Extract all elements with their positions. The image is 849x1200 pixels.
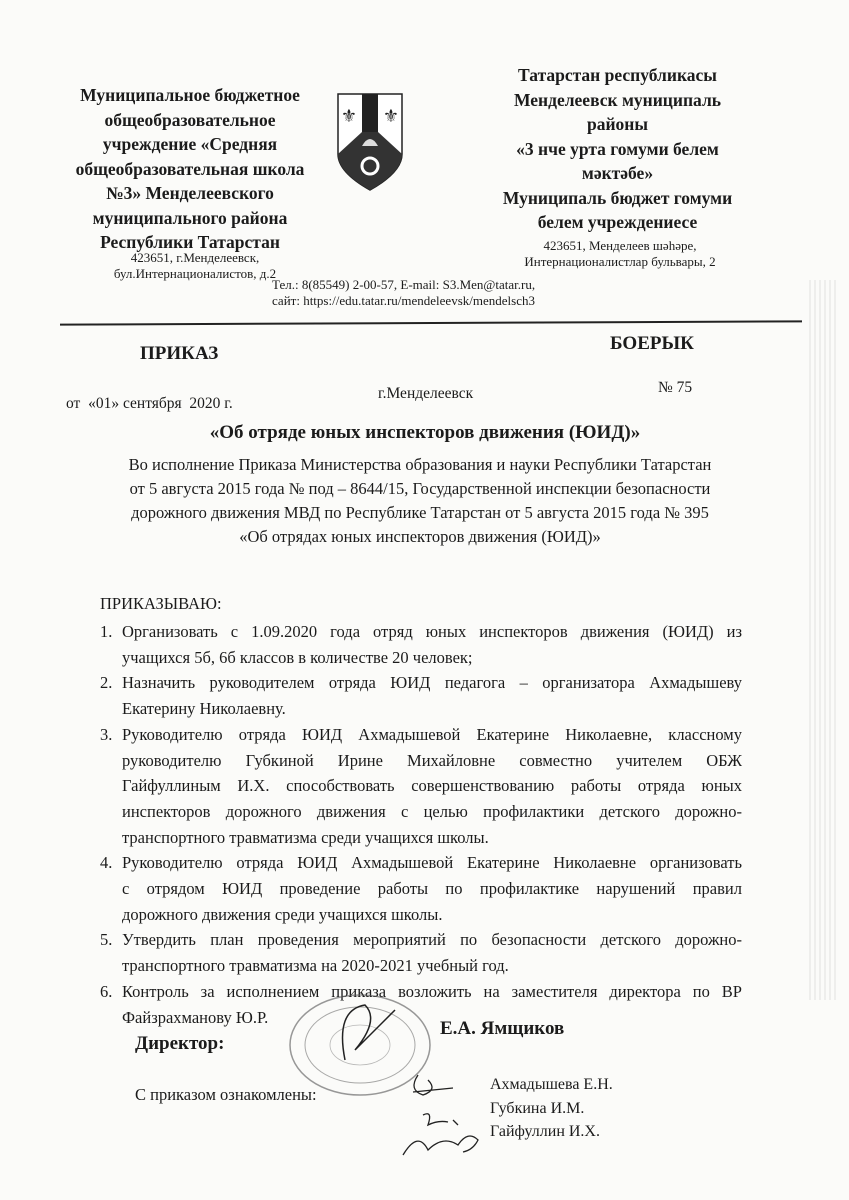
contact-phone-email: Тел.: 8(85549) 2-00-57, E-mail: S3.Men@tatar.ru, [272,277,536,292]
contact-website: сайт: https://edu.tatar.ru/mendeleevsk/mendelsch3 [272,293,535,308]
list-item-line: Гайфуллиным И.Х. способствовать совершенствованию работы отряда юных [122,776,742,796]
svg-text:⚜: ⚜ [382,106,400,126]
preamble [100,453,740,549]
preamble-line: дорожного движения МВД по Республике Татарстан от 5 августа 2015 года № 395 [131,503,709,522]
order-subject: «Об отряде юных инспекторов движения (ЮИД)» [209,422,641,443]
header-divider [60,320,802,325]
org-line: Менделеевск муниципаль [513,89,722,110]
list-item-line: транспортного травматизма на 2020-2021 учебный год. [122,956,509,976]
list-item-line: с отрядом ЮИД проведение работы по профилактике нарушений правил [122,879,742,898]
coat-of-arms-emblem [336,92,404,192]
list-item-line: руководителю Губкиной Ирине Михайловне совместно учителем ОБЖ [122,750,742,770]
list-item-line: учащихся 5б, 6б классов в количестве 20 человек; [122,647,473,667]
list-item-line: транспортного травматизма среди учащихся школы. [122,827,489,847]
address-line: 423651, г.Менделеевск, [130,250,260,265]
command-heading: ПРИКАЗЫВАЮ: [100,594,222,613]
org-line: общеобразовательная школа [75,158,305,179]
order-city: г.Менделеевск [378,385,474,402]
order-title-ru: ПРИКАЗ [140,343,219,364]
list-item-line: Назначить руководителем отряда ЮИД педагога – организатора Ахмадышеву [122,673,742,693]
order-date: от «01» сентября 2020 г. [66,395,233,412]
svg-text:⚜: ⚜ [340,106,358,126]
preamble-line: «Об отрядах юных инспекторов движения (ЮИД)» [239,527,601,546]
list-item-number: 2. [100,673,113,693]
address-line: бул.Интернационалистов, д.2 [113,266,277,281]
list-item-line: Руководителю отряда ЮИД Ахмадышевой Екатерине Николаевне организовать [122,853,742,873]
org-line: мәктәбе» [581,163,654,183]
school-name-tt [490,63,745,235]
address-tt [500,238,740,270]
org-line: учреждение «Средняя [102,134,278,154]
org-line: общеобразовательное [104,109,276,130]
scan-artifact [809,280,839,1000]
director-name: Е.А. Ямщиков [440,1018,565,1039]
acknowledged-person: Гайфуллин И.Х. [490,1123,600,1140]
list-item-number: 6. [100,981,113,1001]
acknowledged-label: С приказом ознакомлены: [135,1085,317,1104]
list-item-line: Утвердить план проведения мероприятий по безопасности детского дорожно- [122,930,742,950]
list-item-number: 3. [100,724,113,744]
org-line: Муниципальное бюджетное [80,85,300,105]
list-item-line: Екатерину Николаевну. [122,699,286,719]
director-label: Директор: [135,1033,225,1054]
org-line: муниципального района [92,207,288,228]
org-line: районы [586,114,649,134]
org-line: Муниципаль бюджет гомуми [502,187,733,208]
list-item-number: 1. [100,622,113,641]
org-line: №3» Менделеевского [106,183,274,203]
org-line: Татарстан республикасы [518,65,717,85]
list-item-line: Файзрахманову Ю.Р. [122,1007,269,1027]
order-title-tt: БОЕРЫК [610,333,694,354]
list-item-line: инспекторов дорожного движения с целью профилактики детского дорожно- [122,801,742,821]
list-item-line: Руководителю отряда ЮИД Ахмадышевой Екатерине Николаевне, классному [122,724,742,744]
org-line: Республики Татарстан [100,232,280,252]
preamble-line: от 5 августа 2015 года № под – 8644/15, Государственной инспекции безопасности [129,479,711,498]
org-line: белем учреждениесе [537,212,698,232]
list-item-line: дорожного движения среди учащихся школы. [122,904,443,924]
order-number: № 75 [658,379,693,396]
org-line: «3 нче урта гомуми белем [516,138,719,159]
handwritten-signatures [398,1070,488,1160]
preamble-line: Во исполнение Приказа Министерства образования и науки Республики Татарстан [128,455,712,474]
list-item-line: Организовать с 1.09.2020 года отряд юных инспекторов движения (ЮИД) из [122,622,742,641]
address-line: Интернационалистлар бульвары, 2 [524,254,716,269]
contacts [272,277,535,309]
school-name-ru [60,83,320,255]
list-item-line: Контроль за исполнением приказа возложить на заместителя директора по ВР [122,981,742,1001]
list-item-number: 4. [100,853,113,873]
acknowledged-list [490,1073,613,1144]
acknowledged-person: Губкина И.М. [490,1099,585,1117]
list-item-number: 5. [100,930,113,950]
address-line: 423651, Менделеев шәһәре, [543,238,697,253]
acknowledged-person: Ахмадышева Е.Н. [490,1076,613,1093]
